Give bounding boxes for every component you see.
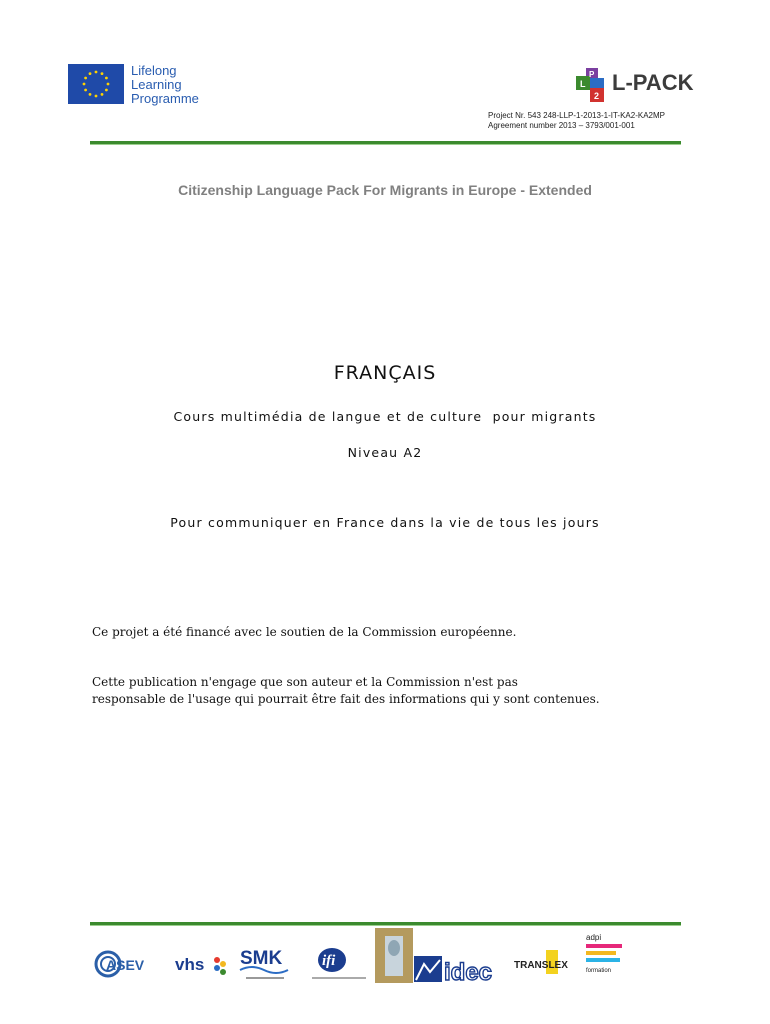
eu-flag-logo — [68, 64, 124, 104]
idec-logo — [414, 940, 514, 985]
agreement-number: Agreement number 2013 – 3793/001-001 — [488, 121, 635, 130]
asev-logo — [92, 940, 162, 985]
lpack-letter-p: P — [589, 70, 595, 79]
funding-note: Ce projet a été financé avec le soutien de la Commission européenne. — [92, 625, 517, 639]
statue-logo — [375, 928, 413, 983]
lpack-letter-2: 2 — [594, 91, 600, 101]
adpi-logo — [584, 930, 636, 978]
vhs-logo — [173, 940, 233, 985]
adpi-text: adpi — [586, 933, 602, 942]
programme-logo-text — [131, 64, 199, 106]
ifi-logo — [310, 940, 368, 985]
programme-line-2: Learning — [131, 77, 182, 92]
course-description: Cours multimédia de langue et de culture pour migrants — [173, 409, 597, 424]
lpack-name: L-PACK — [612, 70, 694, 95]
course-level: Niveau A2 — [347, 445, 423, 460]
disclaimer-line-1: Cette publication n'engage que son auteur et la Commission n'est pas — [92, 675, 518, 689]
smk-logo — [238, 940, 296, 985]
vhs-text: vhs — [175, 955, 205, 974]
document-title: FRANÇAIS — [333, 362, 437, 384]
translex-text: TRANSLEX — [514, 960, 568, 971]
project-info — [488, 111, 665, 131]
project-number: Project Nr. 543 248-LLP-1-2013-1-IT-KA2-KA2MP — [488, 111, 665, 120]
idec-text: idec — [444, 959, 493, 985]
course-tagline: Pour communiquer en France dans la vie de tous les jours — [170, 515, 600, 530]
disclaimer — [92, 674, 600, 708]
smk-text: SMK — [240, 948, 283, 969]
disclaimer-line-2: responsable de l'usage qui pourrait être fait des informations qui y sont contenues. — [92, 692, 600, 706]
lpack-letter-l: L — [580, 79, 586, 89]
document-subtitle: Citizenship Language Pack For Migrants in Europe - Extended — [178, 182, 592, 198]
translex-logo — [514, 940, 576, 985]
ifi-text: ifi — [322, 953, 336, 969]
asev-text: ASEV — [106, 957, 145, 973]
adpi-subtext: formation — [586, 968, 612, 974]
programme-line-1: Lifelong — [131, 63, 177, 78]
top-divider — [90, 141, 681, 145]
programme-line-3: Programme — [131, 91, 199, 106]
bottom-divider — [90, 922, 681, 926]
